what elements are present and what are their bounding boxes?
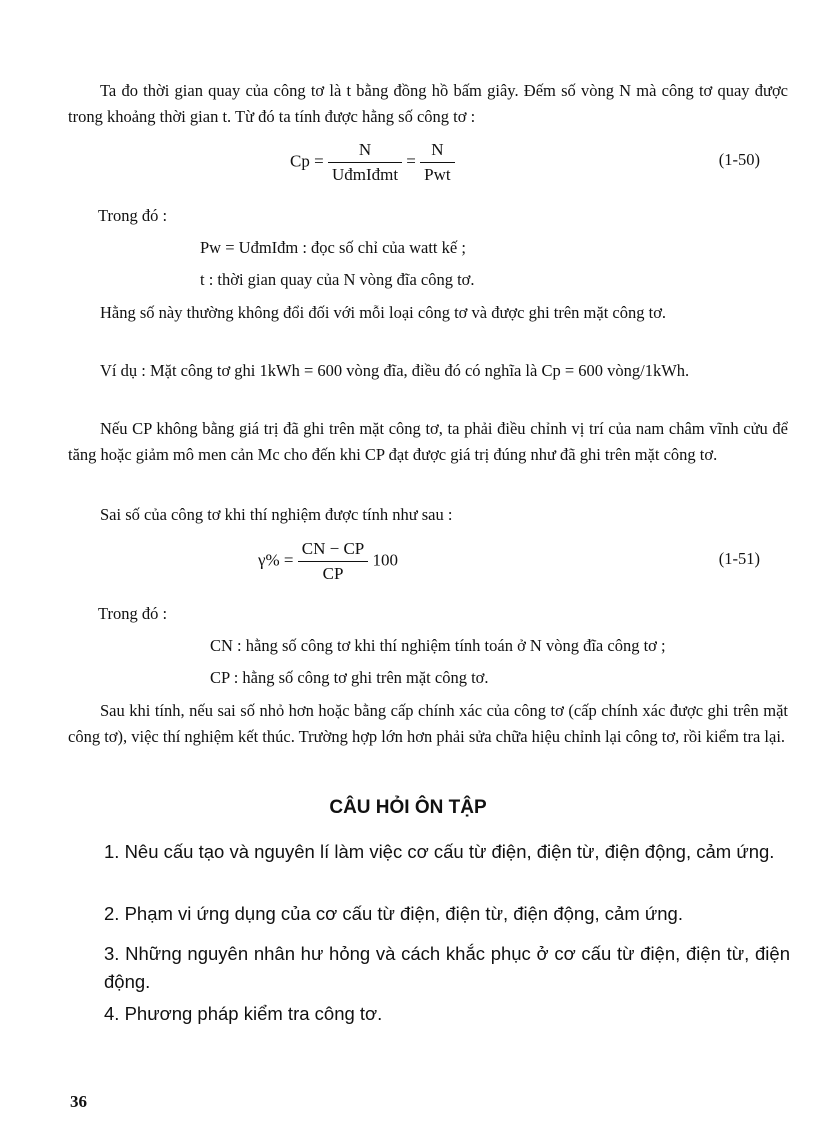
eq1-denominator-1: UđmIđmt — [331, 165, 399, 184]
review-heading: CÂU HỎI ÔN TẬP — [329, 797, 487, 818]
cn-definition: CN : hằng số công tơ khi thí nghiệm tính toán ở N vòng đĩa công tơ ; — [210, 636, 666, 655]
where-label-2: Trong đó : — [98, 604, 168, 623]
equation-number-1-50: (1-50) — [718, 150, 760, 169]
eq1-denominator-2: Pwt — [424, 165, 451, 184]
where-label-1: Trong đó : — [98, 206, 168, 225]
question-2: 2. Phạm vi ứng dụng của cơ cấu từ điện, điện từ, điện động, cảm ứng. — [104, 903, 683, 924]
page-number: 36 — [70, 1092, 87, 1111]
paragraph-constant: Hằng số này thường không đổi đối với mỗi loại công tơ và được ghi trên mặt công tơ. — [100, 303, 667, 322]
eq1-equals: = — [406, 151, 416, 171]
question-4: 4. Phương pháp kiểm tra công tơ. — [104, 1003, 383, 1024]
paragraph-conclusion: Sau khi tính, nếu sai số nhỏ hơn hoặc bằng cấp chính xác của công tơ (cấp chính xác được ghi trên mặt công tơ), việc thí nghiệm kết thúc. Trường hợp lớn hơn phải sửa chữa hiệu chỉnh lại công tơ, rồi kiểm tra lại. — [68, 701, 788, 746]
equation-1-51 — [258, 537, 398, 586]
paragraph-intro: Ta đo thời gian quay của công tơ là t bằng đồng hồ bấm giây. Đếm số vòng N mà công tơ quay được trong khoảng thời gian t. Từ đó ta tính được hằng số công tơ : — [68, 81, 788, 126]
eq1-numerator-2: N — [420, 138, 454, 163]
question-1: 1. Nêu cấu tạo và nguyên lí làm việc cơ cấu từ điện, điện từ, điện động, cảm ứng. — [104, 841, 775, 862]
eq1-fraction-1 — [328, 138, 402, 187]
eq2-fraction — [298, 537, 369, 586]
t-definition: t : thời gian quay của N vòng đĩa công tơ. — [200, 270, 475, 289]
eq1-fraction-2 — [420, 138, 454, 187]
paragraph-error-intro: Sai số của công tơ khi thí nghiệm được tính như sau : — [100, 505, 453, 524]
eq1-lhs: Cp = — [290, 151, 324, 171]
eq1-numerator-1: N — [328, 138, 402, 163]
question-3: 3. Những nguyên nhân hư hỏng và cách khắc phục ở cơ cấu từ điện, điện từ, điện động. — [104, 943, 790, 992]
eq2-lhs: γ% = — [258, 550, 294, 570]
cp-definition: CP : hằng số công tơ ghi trên mặt công tơ. — [210, 668, 489, 687]
eq2-denominator: CP — [322, 564, 344, 583]
equation-number-1-51: (1-51) — [718, 549, 760, 568]
pw-definition: Pw = UđmIđm : đọc số chỉ của watt kế ; — [200, 238, 466, 257]
eq2-factor: 100 — [372, 550, 399, 570]
paragraph-example: Ví dụ : Mặt công tơ ghi 1kWh = 600 vòng đĩa, điều đó có nghĩa là Cp = 600 vòng/1kWh. — [100, 361, 690, 380]
eq2-numerator: CN − CP — [298, 537, 369, 562]
paragraph-adjustment: Nếu CP không bằng giá trị đã ghi trên mặt công tơ, ta phải điều chỉnh vị trí của nam châm vĩnh cửu để tăng hoặc giảm mô men cản Mc cho đến khi CP đạt được giá trị đúng như đã ghi trên mặt công tơ. — [68, 419, 788, 464]
equation-1-50 — [290, 138, 455, 187]
